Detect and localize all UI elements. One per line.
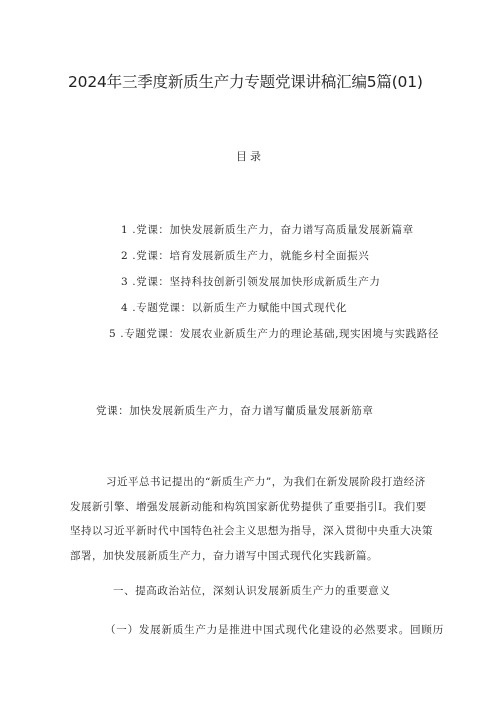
toc-item[interactable] bbox=[121, 300, 347, 315]
paragraph-line: 坚持以习近平新时代中国特色社会主义思想为指导，深入贯彻中央重大决策 bbox=[70, 525, 433, 537]
toc-item-number: 5 bbox=[109, 328, 117, 340]
paragraph-line: 发展新引擎、增强发展新动能和构筑国家新优势提供了重要指引I。我们要 bbox=[70, 500, 427, 513]
toc-item-number: 1 bbox=[121, 224, 129, 236]
toc-item-label: .专题党课：以新质生产力赋能中国式现代化 bbox=[132, 302, 348, 314]
body-paragraph-line: （一）发展新质生产力是推进中国式现代化建设的必然要求。回顾历 bbox=[105, 624, 444, 636]
toc-item[interactable] bbox=[121, 222, 414, 237]
toc-item[interactable] bbox=[121, 248, 369, 263]
toc-item-label: .党课：培育发展新质生产力，就能乡村全面振兴 bbox=[132, 250, 370, 262]
section-heading: 党课：加快发展新质生产力，奋力谱写藺质量发展新筋章 bbox=[96, 405, 374, 417]
paragraph-line: 习近平总书记提出的“新质生产力”，为我们在新发展阶段打造经济 bbox=[106, 476, 426, 488]
toc-item-number: 4 bbox=[121, 302, 129, 314]
toc-item[interactable] bbox=[109, 326, 439, 341]
paragraph-line: 部署，加快发展新质生产力，奋力谱写中国式现代化实践新篇。 bbox=[70, 549, 378, 562]
toc-item-number: 2 bbox=[121, 250, 129, 262]
intro-paragraph bbox=[70, 470, 458, 568]
toc-item-label: .党课：加快发展新质生产力，奋力谱写高质量发展新篇章 bbox=[132, 224, 414, 236]
toc-item-number: 3 bbox=[121, 276, 129, 288]
document-title: 2024年三季度新质生产力专题党课讲稿汇编5篇(01) bbox=[68, 73, 423, 91]
toc-item-label: .党课：坚持科技创新引领发展加快形成新质生产力 bbox=[132, 276, 381, 288]
toc-item[interactable] bbox=[121, 274, 380, 289]
section-subheading: 一、提高政治站位，深刻认识发展新质生产力的重要意义 bbox=[113, 585, 391, 597]
toc-heading: 目录 bbox=[236, 150, 264, 163]
toc-item-label: .专题党课：发展农业新质生产力的理论基础,现实困境与实践路径 bbox=[120, 328, 439, 340]
